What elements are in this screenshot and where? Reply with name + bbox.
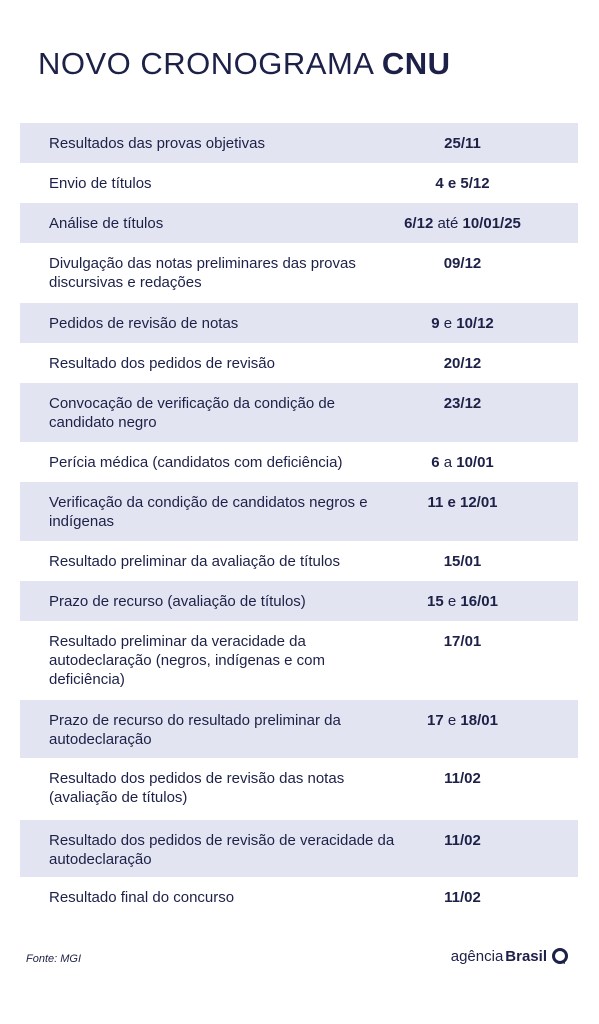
title-emphasis: CNU	[381, 46, 451, 81]
row-date: 11/02	[444, 770, 481, 787]
brand-text: agência	[450, 947, 504, 965]
row-label: Prazo de recurso (avaliação de títulos)	[49, 593, 306, 610]
table-row	[20, 303, 578, 343]
schedule-table	[20, 123, 578, 919]
row-date: 15 e 16/01	[427, 593, 498, 610]
row-label: Resultados das provas objetivas	[49, 135, 265, 152]
table-row	[20, 442, 578, 482]
row-date: 11/02	[444, 889, 481, 906]
table-row	[20, 343, 578, 383]
row-date: 09/12	[443, 255, 482, 272]
table-row	[20, 383, 578, 442]
title-text: NOVO CRONOGRAMA	[38, 46, 373, 81]
brand-circle-icon	[551, 947, 569, 965]
row-label: Resultado final do concurso	[49, 889, 235, 906]
row-date: 6/12 até 10/01/25	[404, 215, 521, 232]
table-row	[20, 482, 578, 541]
row-date: 4 e 5/12	[435, 175, 490, 192]
row-date: 6 a 10/01	[431, 454, 494, 471]
table-row	[20, 203, 578, 243]
table-row	[20, 541, 578, 581]
table-row	[20, 621, 578, 700]
row-label: Prazo de recurso do resultado preliminar da autodeclaração	[49, 712, 341, 748]
row-date: 17 e 18/01	[427, 712, 498, 729]
row-label: Resultado dos pedidos de revisão de veracidade da autodeclaração	[49, 832, 395, 868]
table-row	[20, 243, 578, 303]
brand-text-bold: Brasil	[505, 947, 547, 965]
row-date: 20/12	[443, 355, 482, 372]
table-row	[20, 758, 578, 820]
row-label: Verificação da condição de candidatos negros e indígenas	[49, 494, 368, 530]
row-date: 23/12	[443, 395, 482, 412]
row-label: Análise de títulos	[49, 215, 164, 232]
row-date: 15/01	[443, 553, 482, 570]
agencia-brasil-logo	[451, 947, 569, 965]
row-label: Resultado dos pedidos de revisão das notas (avaliação de títulos)	[49, 770, 345, 806]
row-label: Resultado preliminar da avaliação de títulos	[49, 553, 340, 570]
table-row	[20, 820, 578, 877]
row-label: Resultado dos pedidos de revisão	[49, 355, 275, 372]
row-date: 11/02	[444, 832, 481, 849]
table-row	[20, 581, 578, 621]
table-row	[20, 877, 578, 919]
row-date: 9 e 10/12	[431, 315, 494, 332]
table-row	[20, 700, 578, 758]
row-label: Divulgação das notas preliminares das provas discursivas e redações	[49, 255, 356, 291]
table-row	[20, 163, 578, 203]
row-label: Perícia médica (candidatos com deficiência)	[49, 454, 343, 471]
row-date: 11 e 12/01	[427, 494, 498, 511]
page-title	[38, 46, 451, 82]
row-label: Pedidos de revisão de notas	[49, 315, 239, 332]
row-label: Convocação de verificação da condição de candidato negro	[49, 395, 336, 431]
row-date: 25/11	[444, 135, 481, 152]
row-label: Envio de títulos	[49, 175, 152, 192]
table-row	[20, 123, 578, 163]
row-label: Resultado preliminar da veracidade da autodeclaração (negros, indígenas e com deficiência)	[49, 633, 326, 688]
row-date: 17/01	[443, 633, 482, 650]
source-note: Fonte: MGI	[26, 953, 82, 965]
